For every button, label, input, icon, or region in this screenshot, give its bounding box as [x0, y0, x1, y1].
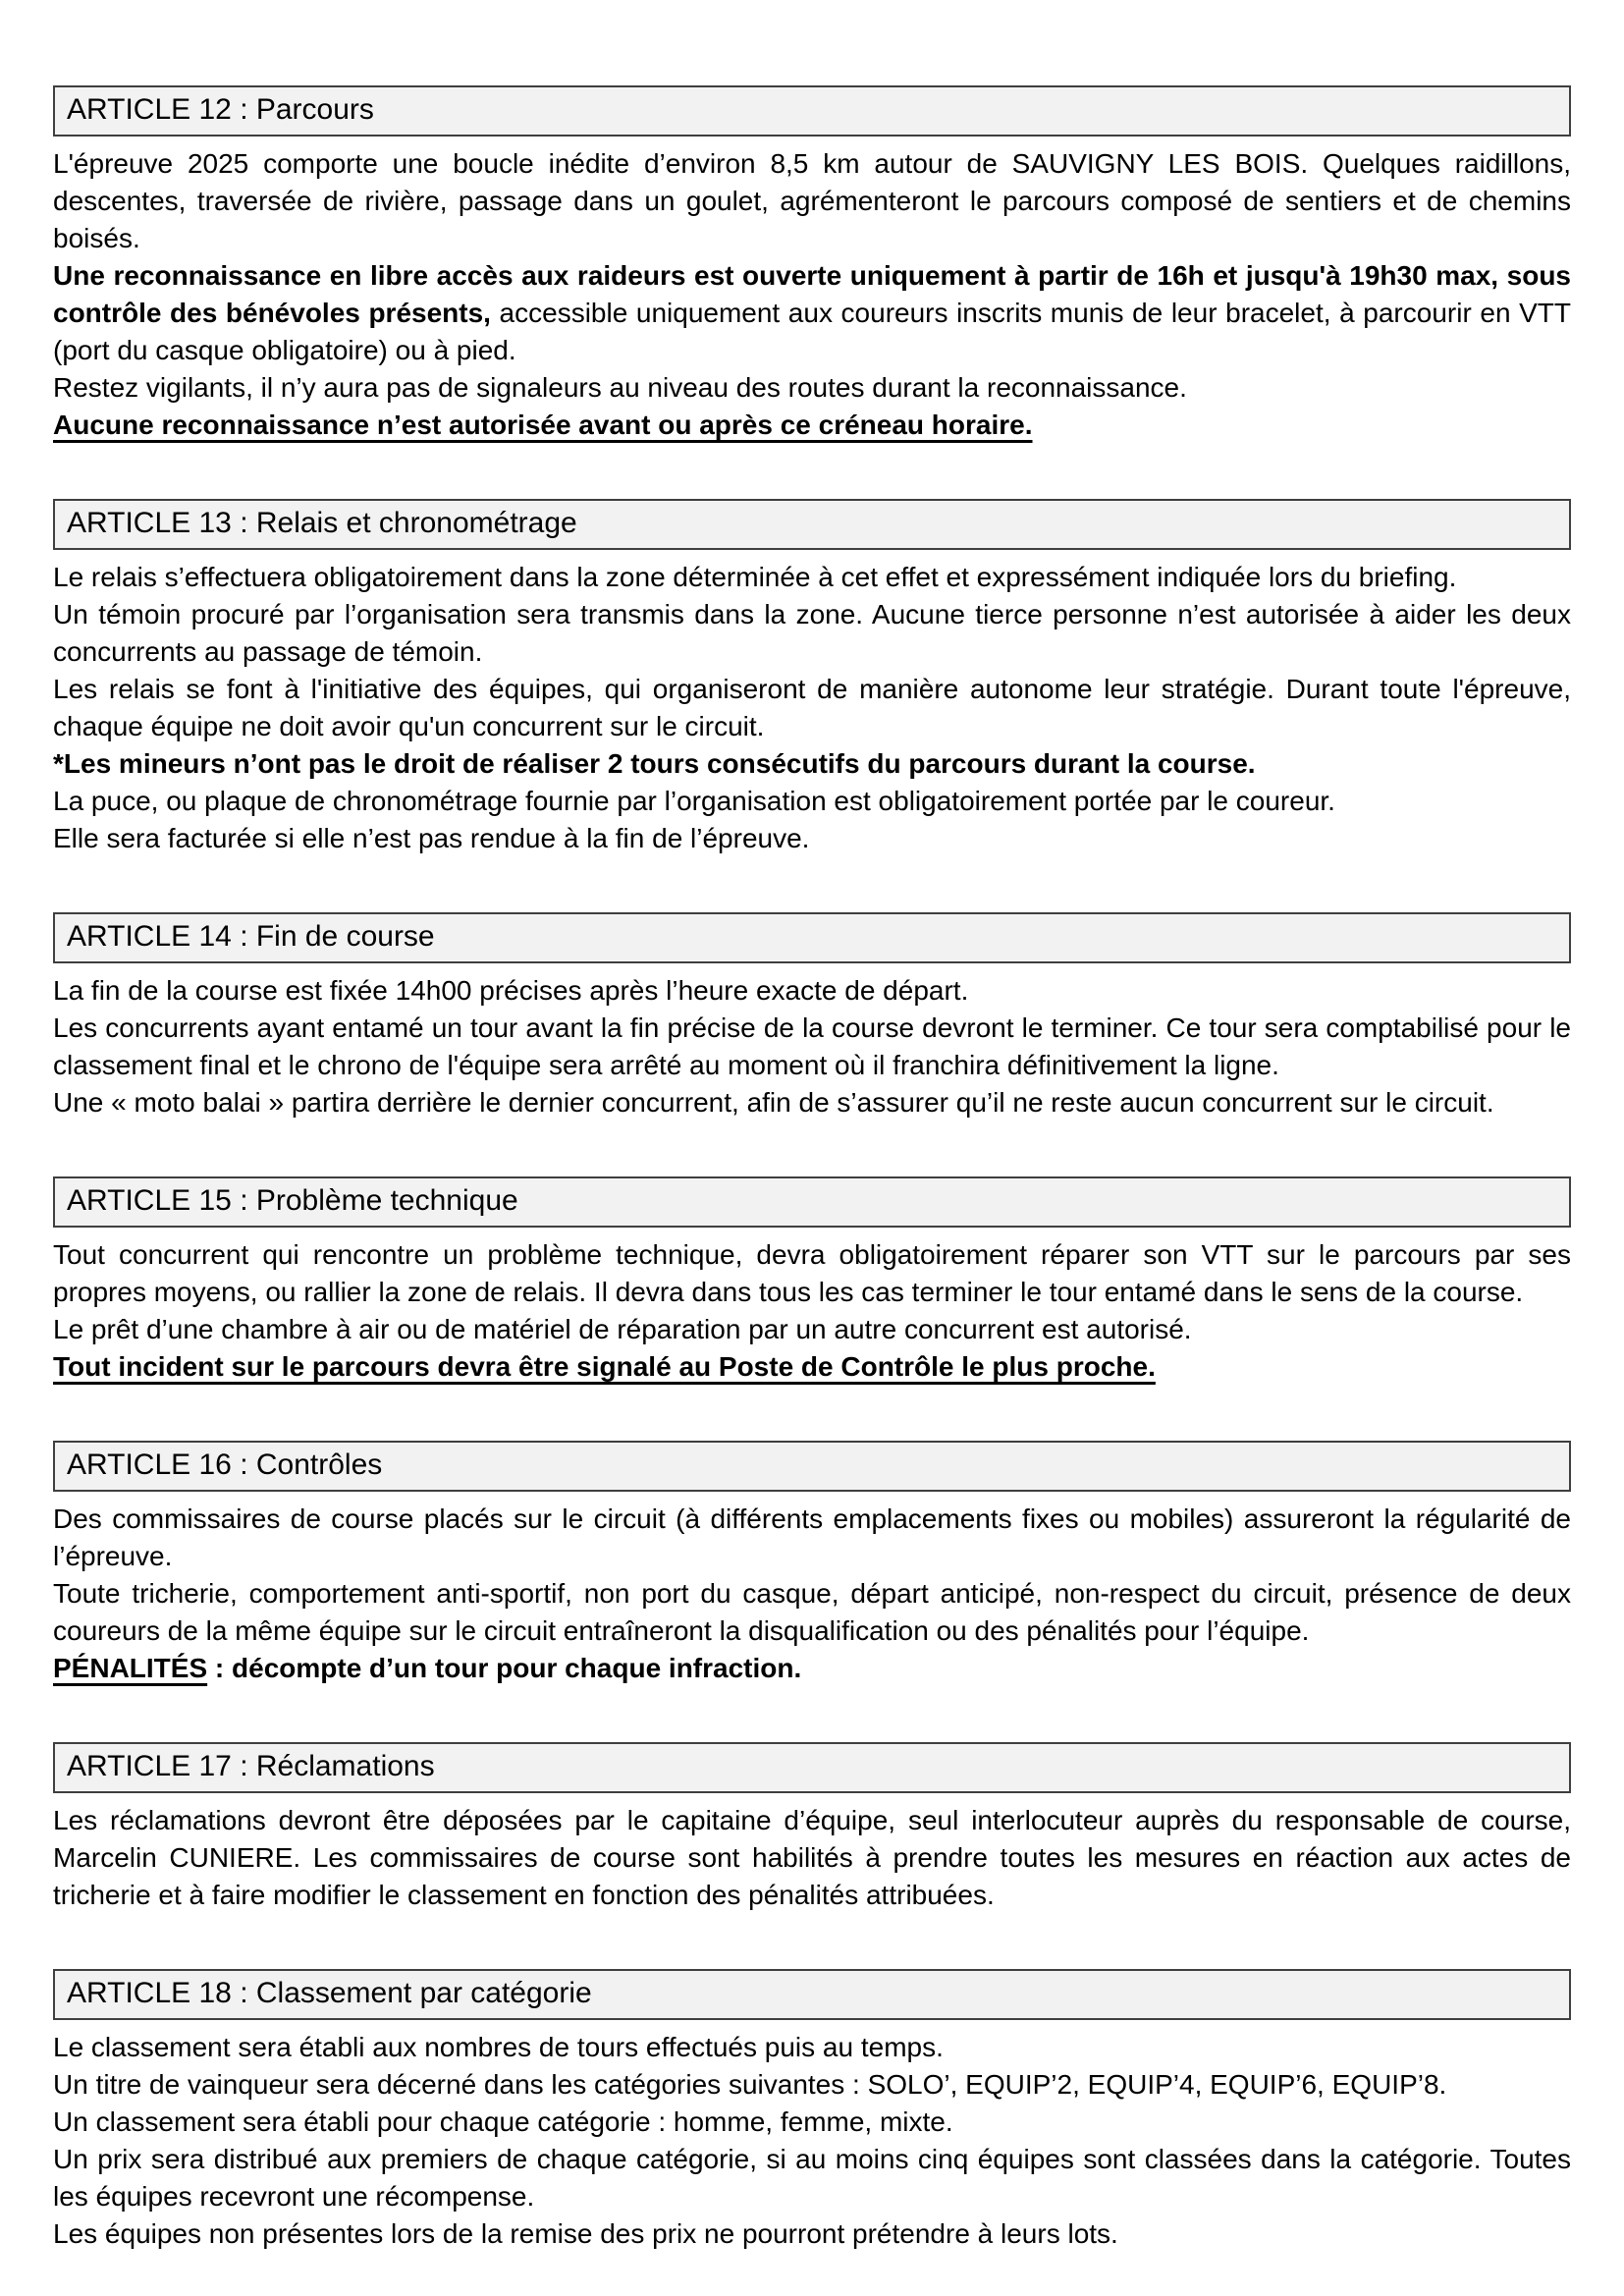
- paragraph: [53, 369, 1571, 407]
- paragraph: [53, 407, 1571, 444]
- text-run: Toute tricherie, comportement anti-sportif, non port du casque, départ anticipé, non-respect du circuit, présence de deux coureurs de la même équipe sur le circuit entraîneront la disqualification ou des pénalités pour l’équipe.: [53, 1578, 1571, 1646]
- article-title: ARTICLE 13 : Relais et chronométrage: [53, 499, 1571, 550]
- text-run: Le prêt d’une chambre à air ou de matériel de réparation par un autre concurrent est autorisé.: [53, 1314, 1192, 1344]
- text-run: Un prix sera distribué aux premiers de chaque catégorie, si au moins cinq équipes sont classées dans la catégorie. Toutes les équipes recevront une récompense.: [53, 2144, 1571, 2212]
- article-title: ARTICLE 17 : Réclamations: [53, 1742, 1571, 1793]
- paragraph: [53, 783, 1571, 820]
- text-run: accessible uniquement aux coureurs inscrits munis de leur bracelet, à parcourir en VTT (port du casque obligatoire) ou à pied.: [53, 298, 1571, 365]
- text-run: *Les mineurs n’ont pas le droit de réaliser 2 tours consécutifs du parcours durant la course.: [53, 748, 1256, 779]
- article-section: [53, 499, 1571, 857]
- paragraph: [53, 972, 1571, 1010]
- article-body: [53, 145, 1571, 444]
- article-body: [53, 1802, 1571, 1914]
- text-run: : décompte d’un tour pour chaque infraction.: [207, 1653, 802, 1683]
- article-title: ARTICLE 14 : Fin de course: [53, 912, 1571, 963]
- paragraph: [53, 1650, 1571, 1687]
- article-body: [53, 2029, 1571, 2253]
- paragraph: [53, 559, 1571, 596]
- text-run: Un témoin procuré par l’organisation sera transmis dans la zone. Aucune tierce personne n’est autorisée à aider les deux concurrents au passage de témoin.: [53, 599, 1571, 667]
- article-title: ARTICLE 16 : Contrôles: [53, 1441, 1571, 1492]
- article-body: [53, 972, 1571, 1121]
- articles-container: [53, 85, 1571, 2253]
- text-run: Des commissaires de course placés sur le circuit (à différents emplacements fixes ou mobiles) assureront la régularité de l’épreuve.: [53, 1503, 1571, 1571]
- text-run: Les équipes non présentes lors de la remise des prix ne pourront prétendre à leurs lots.: [53, 2218, 1118, 2249]
- article-section: [53, 1441, 1571, 1687]
- text-run: Un classement sera établi pour chaque catégorie : homme, femme, mixte.: [53, 2106, 953, 2137]
- text-run: Le relais s’effectuera obligatoirement dans la zone déterminée à cet effet et expressément indiquée lors du briefing.: [53, 562, 1457, 592]
- paragraph: [53, 1311, 1571, 1348]
- text-run: La puce, ou plaque de chronométrage fournie par l’organisation est obligatoirement portée par le coureur.: [53, 786, 1335, 816]
- article-section: [53, 912, 1571, 1121]
- paragraph: [53, 2104, 1571, 2141]
- paragraph: [53, 671, 1571, 745]
- article-section: [53, 1176, 1571, 1386]
- text-run: Les réclamations devront être déposées par le capitaine d’équipe, seul interlocuteur auprès du responsable de course, Marcelin CUNIERE. Les commissaires de course sont habilités à prendre toutes les mesures en réaction aux actes de tricherie et à faire modifier le classement en fonction des pénalités attribuées.: [53, 1805, 1571, 1910]
- article-title: ARTICLE 12 : Parcours: [53, 85, 1571, 137]
- paragraph: [53, 2215, 1571, 2253]
- article-body: [53, 559, 1571, 857]
- paragraph: [53, 2066, 1571, 2104]
- article-section: [53, 1742, 1571, 1914]
- text-run: Un titre de vainqueur sera décerné dans les catégories suivantes : SOLO’, EQUIP’2, EQUIP’4, EQUIP’6, EQUIP’8.: [53, 2069, 1447, 2100]
- text-run: Une reconnaissance en libre accès aux raideurs est ouverte uniquement à partir de 16h et jusqu'à 19h30 max, sous contrôle des bénévoles présents,: [53, 260, 1571, 328]
- text-run: Elle sera facturée si elle n’est pas rendue à la fin de l’épreuve.: [53, 823, 810, 853]
- article-section: [53, 85, 1571, 444]
- text-run: La fin de la course est fixée 14h00 précises après l’heure exacte de départ.: [53, 975, 969, 1006]
- text-run: Une « moto balai » partira derrière le dernier concurrent, afin de s’assurer qu’il ne reste aucun concurrent sur le circuit.: [53, 1087, 1494, 1118]
- paragraph: [53, 1575, 1571, 1650]
- paragraph: [53, 820, 1571, 857]
- paragraph: [53, 1501, 1571, 1575]
- paragraph: [53, 2029, 1571, 2066]
- text-run: Les concurrents ayant entamé un tour avant la fin précise de la course devront le terminer. Ce tour sera comptabilisé pour le classement final et le chrono de l'équipe sera arrêté au moment où il franchira définitivement la ligne.: [53, 1012, 1571, 1080]
- text-run: Les relais se font à l'initiative des équipes, qui organiseront de manière autonome leur stratégie. Durant toute l'épreuve, chaque équipe ne doit avoir qu'un concurrent sur le circuit.: [53, 674, 1571, 741]
- text-run: PÉNALITÉS: [53, 1653, 208, 1683]
- text-run: Tout incident sur le parcours devra être signalé au Poste de Contrôle le plus proche.: [53, 1351, 1156, 1382]
- text-run: Restez vigilants, il n’y aura pas de signaleurs au niveau des routes durant la reconnaissance.: [53, 372, 1187, 403]
- paragraph: [53, 745, 1571, 783]
- paragraph: [53, 257, 1571, 369]
- paragraph: [53, 1236, 1571, 1311]
- article-body: [53, 1236, 1571, 1386]
- article-title: ARTICLE 15 : Problème technique: [53, 1176, 1571, 1228]
- article-body: [53, 1501, 1571, 1687]
- text-run: Aucune reconnaissance n’est autorisée avant ou après ce créneau horaire.: [53, 410, 1033, 440]
- paragraph: [53, 596, 1571, 671]
- article-section: [53, 1969, 1571, 2253]
- paragraph: [53, 1802, 1571, 1914]
- paragraph: [53, 1010, 1571, 1084]
- text-run: L'épreuve 2025 comporte une boucle inédite d’environ 8,5 km autour de SAUVIGNY LES BOIS. Quelques raidillons, descentes, traversée de rivière, passage dans un goulet, agrémenteront le parcours composé de sentiers et de chemins boisés.: [53, 148, 1571, 253]
- paragraph: [53, 145, 1571, 257]
- text-run: Tout concurrent qui rencontre un problème technique, devra obligatoirement réparer son VTT sur le parcours par ses propres moyens, ou rallier la zone de relais. Il devra dans tous les cas terminer le tour entamé dans le sens de la course.: [53, 1239, 1571, 1307]
- paragraph: [53, 1348, 1571, 1386]
- article-title: ARTICLE 18 : Classement par catégorie: [53, 1969, 1571, 2020]
- paragraph: [53, 1084, 1571, 1121]
- paragraph: [53, 2141, 1571, 2215]
- text-run: Le classement sera établi aux nombres de tours effectués puis au temps.: [53, 2032, 944, 2062]
